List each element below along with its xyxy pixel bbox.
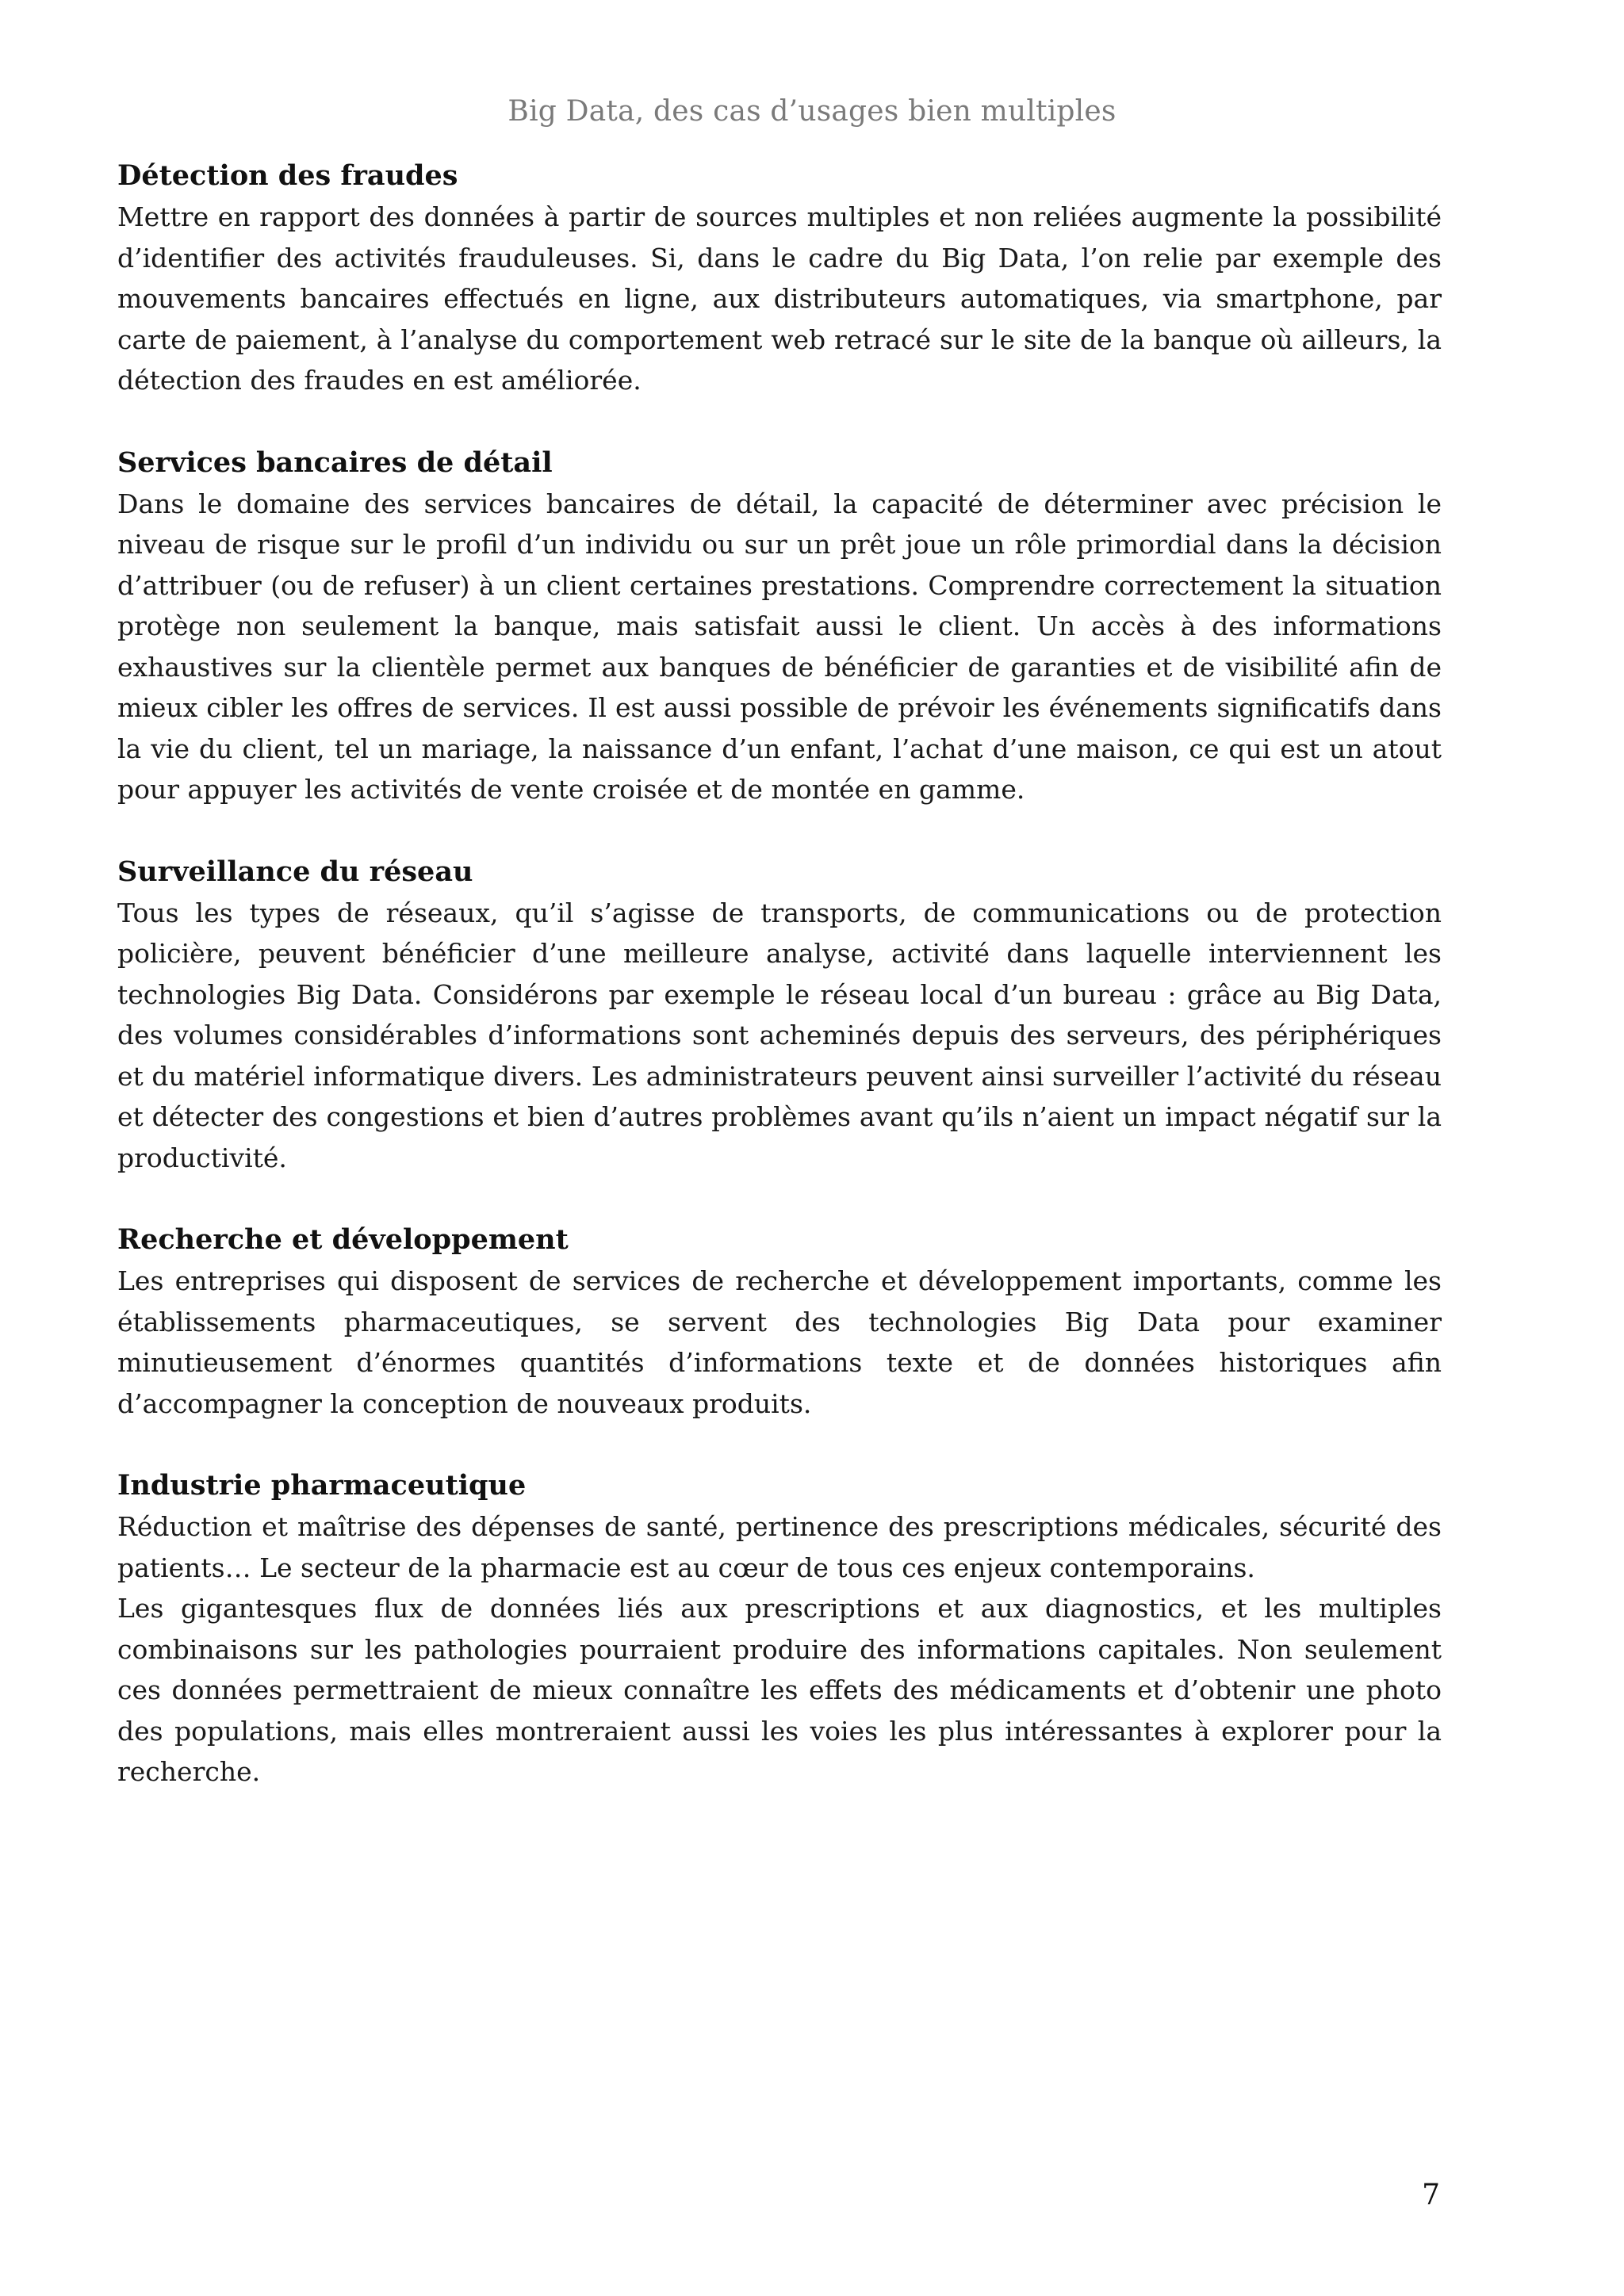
running-header: Big Data, des cas d’usages bien multiples (508, 95, 1116, 128)
section-title: Recherche et développement (117, 1223, 569, 1256)
section-title: Industrie pharmaceutique (117, 1469, 527, 1502)
section-network-monitoring (117, 851, 1442, 1179)
section-research-development (117, 1219, 1442, 1424)
section-title: Services bancaires de détail (117, 446, 553, 479)
paragraph: Réduction et maîtrise des dépenses de santé, pertinence des prescriptions médicales, sécurité des patients… Le secteur de la pharmacie est au cœur de tous ces enjeux contemporains. (117, 1511, 1442, 1583)
paragraph: Les entreprises qui disposent de services de recherche et développement importants, comme les établissements pharmaceutiques, se servent des technologies Big Data pour examiner minutieusement d’énormes quantités d’informations texte et de données historiques afin d’accompagner la conception de nouveaux produits. (117, 1265, 1442, 1419)
page-content (117, 155, 1442, 1834)
section-pharmaceutical-industry (117, 1465, 1442, 1793)
paragraph: Dans le domaine des services bancaires de détail, la capacité de déterminer avec précision le niveau de risque sur le profil d’un individu ou sur un prêt joue un rôle primordial dans la décision d’attribuer (ou de refuser) à un client certaines prestations. Comprendre correctement la situation protège non seulement la banque, mais satisfait aussi le client. Un accès à des informations exhaustives sur la clientèle permet aux banques de bénéficier de garanties et de visibilité afin de mieux cibler les offres de services. Il est aussi possible de prévoir les événements significatifs dans la vie du client, tel un mariage, la naissance d’un enfant, l’achat d’une maison, ce qui est un atout pour appuyer les activités de vente croisée et de montée en gamme. (117, 488, 1442, 805)
section-title: Détection des fraudes (117, 159, 458, 192)
page-number: 7 (1422, 2179, 1440, 2211)
section-retail-banking (117, 442, 1442, 810)
paragraph: Mettre en rapport des données à partir de sources multiples et non reliées augmente la possibilité d’identifier des activités frauduleuses. Si, dans le cadre du Big Data, l’on relie par exemple des mouvements bancaires effectués en ligne, aux distributeurs automatiques, via smartphone, par carte de paiement, à l’analyse du comportement web retracé sur le site de la banque où ailleurs, la détection des fraudes en est améliorée. (117, 201, 1442, 396)
section-title: Surveillance du réseau (117, 855, 473, 888)
section-fraud-detection (117, 155, 1442, 401)
paragraph: Tous les types de réseaux, qu’il s’agisse de transports, de communications ou de protection policière, peuvent bénéficier d’une meilleure analyse, activité dans laquelle interviennent les technologies Big Data. Considérons par exemple le réseau local d’un bureau : grâce au Big Data, des volumes considérables d’informations sont acheminés depuis des serveurs, des périphériques et du matériel informatique divers. Les administrateurs peuvent ainsi surveiller l’activité du réseau et détecter des congestions et bien d’autres problèmes avant qu’ils n’aient un impact négatif sur la productivité. (117, 897, 1442, 1173)
paragraph: Les gigantesques flux de données liés aux prescriptions et aux diagnostics, et les multiples combinaisons sur les pathologies pourraient produire des informations capitales. Non seulement ces données permettraient de mieux connaître les effets des médicaments et d’obtenir une photo des populations, mais elles montreraient aussi les voies les plus intéressantes à explorer pour la recherche. (117, 1593, 1442, 1787)
